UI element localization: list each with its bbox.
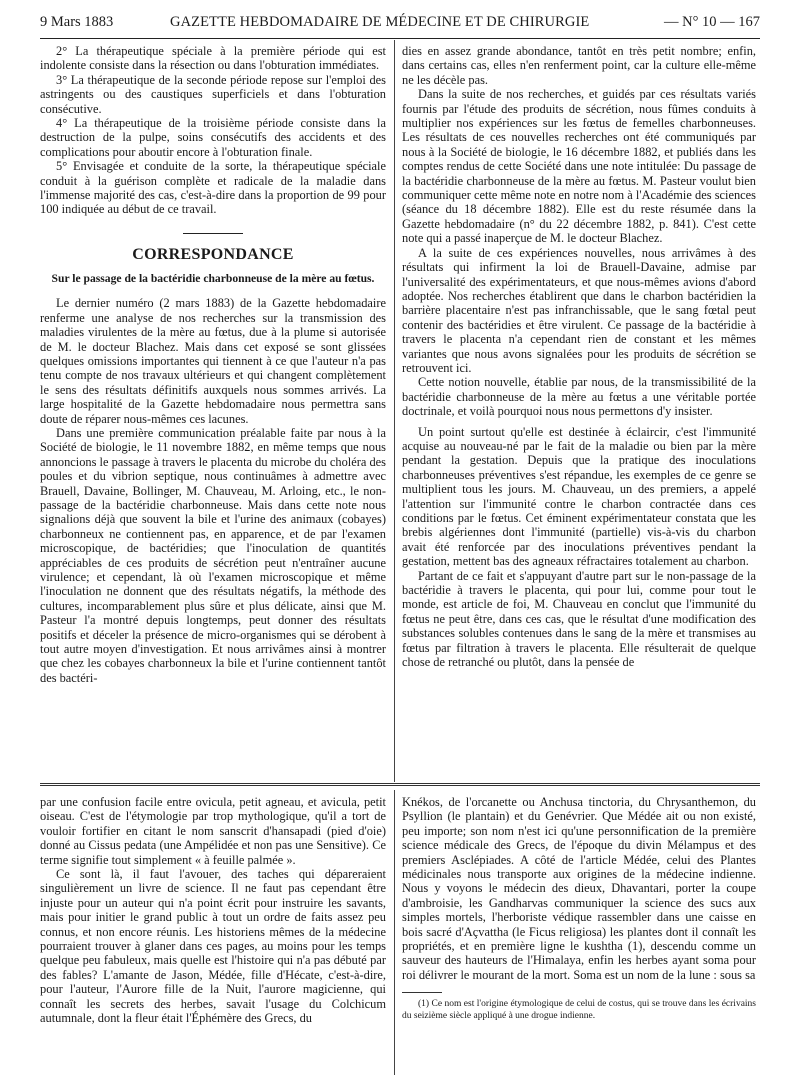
column-divider-lower: [394, 790, 395, 1075]
paragraph: 5° Envisagée et conduite de la sorte, la thérapeutique spéciale conduit à la guérison complète et radicale de la maladie dans l'immense majorité des cas, c'est-à-dire dans la proportion de 99 pour 100 indiquée au début de ce travail.: [40, 159, 386, 217]
footnote: (1) Ce nom est l'origine étymologique de celui de costus, qui se trouve dans les écrivains du seizième siècle appliqué à une drogue indienne.: [402, 999, 756, 1021]
paragraph: Le dernier numéro (2 mars 1883) de la Gazette hebdomadaire renferme une analyse de nos recherches sur la transmission des maladies virulentes de la mère au fœtus, due à la plume si autorisée de M. le docteur Blachez. Mais dans cet exposé se sont glissées quelques omissions importantes qui tiennent à ce que l'auteur n'a pas tenu compte de nos travaux ultérieurs et qui changent complètement le sens des résultats définitifs auxquels nous sommes arrivés. La large hospitalité de la Gazette hebdomadaire nous permettra sans doute de réparer nous-mêmes ces lacunes.: [40, 296, 386, 426]
paragraph: A la suite de ces expériences nouvelles, nous arrivâmes à des résultats qui infirment la loi de Brauell-Davaine, admise par l'universalité des expérimentateurs, et que nous-mêmes avions d'abord adoptée. Nos recherches établirent que dans le charbon bactéridien la barrière placentaire n'est pas infranchissable, que le sang fœtal peut contenir des bactéridies et être virulent. Ce passage de la bactéridie à travers le placenta n'a cependant rien de constant et les mêmes variantes que nous avons signalées pour les produits de sécrétion se retrouvent ici.: [402, 245, 756, 375]
column-2: [402, 44, 756, 669]
section-divider: [40, 783, 760, 786]
column-divider-upper: [394, 40, 395, 782]
section-separator: [183, 233, 243, 234]
header-journal-title: GAZETTE HEBDOMADAIRE DE MÉDECINE ET DE CHIRURGIE: [170, 14, 590, 30]
paragraph: par une confusion facile entre ovicula, petit agneau, et avicula, petit oiseau. C'est de l'étymologie par trop mythologique, qu'il a tort de vouloir fortifier en citant le nom sanscrit d'hansapadi (pied d'oie) donné au Cissus pedata (une Ampélidée et non pas une Sensitive). Ce terme signifie tout simplement « à feuille palmée ».: [40, 795, 386, 867]
column-4: [402, 795, 756, 1022]
paragraph: Ce sont là, il faut l'avouer, des taches qui dépareraient singulièrement un livre de science. Il ne faut pas cependant être injuste pour un auteur qui n'a point écrit pour instruire les savants, mais pour initier le grand public à tout un ordre de faits assez peu connus, et non encore réunis. Les historiens mêmes de la médecine pourraient trouver à glaner dans ces pages, au moins pour les temps quelque peu fabuleux, mais quelle est l'histoire qui n'a pas débuté par des fables? L'amante de Jason, Médée, fille d'Hécate, c'est-à-dire, pour l'auteur, l'Aurore fille de la Nuit, l'aurore magicienne, qui connaît les secrets des herbes, savait l'usage du Colchicum autumnale, dont la fleur était l'Éphémère des Grecs, du: [40, 867, 386, 1026]
column-3: [40, 795, 386, 1026]
paragraph: 2° La thérapeutique spéciale à la première période qui est indolente consiste dans la résection ou dans l'obturation immédiates.: [40, 44, 386, 73]
paragraph: Partant de ce fait et s'appuyant d'autre part sur le non-passage de la bactéridie à travers le placenta, qui pour lui, comme pour tout le monde, est article de foi, M. Chauveau en conclut que l'immunité du fœtus ne peut être, dans ces cas, que le résultat d'une modification des substances solubles contenues dans le sang de la mère et transmises au fœtus par filtration à travers le placenta. Elle résulterait de quelque chose de retranché ou plutôt, dans la pensée de: [402, 568, 756, 670]
footnote-rule: [402, 992, 442, 993]
paragraph: Un point surtout qu'elle est destinée à éclaircir, c'est l'immunité acquise au nouveau-né par le fait de la maladie ou bien par la mère pendant la gestation. Depuis que la pratique des inoculations charbonneuses préventives s'est répandue, les exemples de ce genre se multiplient tous les jours. M. Chauveau, un des premiers, a appelé l'attention sur l'immunité contre le charbon contractée dans ces conditions par le fœtus. Cet éminent expérimentateur constata que les brebis algériennes dont l'immunité (partielle) vis-à-vis du charbon avait été renforcée par des inoculations préventives pendant la gestation, mettent bas des agneaux réfractaires totalement au charbon.: [402, 424, 756, 569]
section-subtitle: Sur le passage de la bactéridie charbonneuse de la mère au fœtus.: [51, 272, 375, 286]
paragraph: Dans la suite de nos recherches, et guidés par ces résultats variés fournis par l'étude des produits de sécrétion, nous fûmes conduits à multiplier nos expériences sur les fœtus de femelles charbonneuses. Les résultats de ces nouvelles recherches ont été communiqués par nous à la Société de biologie, le 16 décembre 1882, et publiés dans les comptes rendus de cette Société dans une note intitulée: Du passage de la bactéridie charbonneuse de la mère au fœtus. M. Pasteur voulut bien communiquer cette même note en notre nom à l'Académie des sciences (séance du 18 décembre 1882). Elle est du reste résumée dans la Gazette hebdomadaire (n° du 22 décembre 1882, p. 841). C'est cette note qui a passé inaperçue de M. le docteur Blachez.: [402, 87, 756, 246]
header-date: 9 Mars 1883: [40, 14, 114, 30]
section-title: CORRESPONDANCE: [132, 245, 294, 263]
paragraph: Cette notion nouvelle, établie par nous, de la transmissibilité de la bactéridie charbonneuse de la mère au fœtus a une véritable portée doctrinale, et voilà pourquoi nous nous permettons d'y insister.: [402, 375, 756, 419]
running-header: [40, 14, 760, 38]
column-1: [40, 44, 386, 685]
paragraph: 4° La thérapeutique de la troisième période consiste dans la destruction de la pulpe, soins consécutifs des accidents et des complications pour aboutir encore à l'obturation finale.: [40, 116, 386, 159]
paragraph: 3° La thérapeutique de la seconde période repose sur l'emploi des astringents ou des caustiques superficiels et dans l'obturation consécutive.: [40, 72, 386, 116]
paragraph: Dans une première communication préalable faite par nous à la Société de biologie, le 11 novembre 1882, en même temps que nous annoncions le passage à travers le placenta du microbe du choléra des poules et du vibrion septique, nous continuâmes à admettre avec Brauell, Davaine, Bollinger, M. Chauveau, M. Arloing, etc., le non-passage de la bactéridie charbonneuse. Mais dans cette note nous signalions déjà que souvent la bile et l'urine des animaux (cobayes) charbonneux ne contiennent pas, en apparence, et de par l'examen microscopique, de bactéridies; que l'inoculation de quantités appréciables de ces produits de sécrétion peut n'entraîner aucune virulence; et cependant, là où l'examen microscopique et même l'inoculation ne donnent que des résultats négatifs, la méthode des cultures, incomparablement plus sûre et plus délicate, ainsi que M. Pasteur l'a montré depuis longtemps, peut donner des résultats positifs et déceler la présence de micro-organismes qui se dérobent à tout autre moyen d'investigation. Et nous arrivâmes ainsi à montrer que chez les cobayes charbonneux la bile et l'urine contiennent tantôt des bactéri-: [40, 425, 386, 685]
paragraph: dies en assez grande abondance, tantôt en très petit nombre; enfin, dans certains cas, elles n'en renferment point, car la culture elle-même ne les décèle pas.: [402, 44, 756, 87]
header-rule: [40, 38, 760, 39]
header-issue-page: — N° 10 — 167: [663, 14, 760, 30]
paragraph: Knékos, de l'orcanette ou Anchusa tinctoria, du Chrysanthemon, du Psyllion (le plantain) et du Genévrier. Que Médée ait ou non existé, peu importe; son nom n'est ici qu'une personnification de la première science médicale des Grecs, de l'époque du divin Mélampus et des premiers Asclépiades. A côté de l'article Médée, celui des Plantes médicinales nous transporte aux origines de la médecine indienne. Nous y voyons le médecin des dieux, Dhavantari, porter la coupe d'ambroisie, les Gandharvas communiquer la science des sucs aux simples mortels, l'herboriste védique rassembler dans une caisse en bois sacré d'Açvattha (le Ficus religiosa) les plantes dont il connaît les propriétés, et en première ligne le kushtha (1), descendu comme un sauveur des hauteurs de l'Himalaya, enfin les herbes ayant soma pour roi délivrer le mourant de la mort. Soma est un nom de la lune : sous sa: [402, 795, 756, 982]
